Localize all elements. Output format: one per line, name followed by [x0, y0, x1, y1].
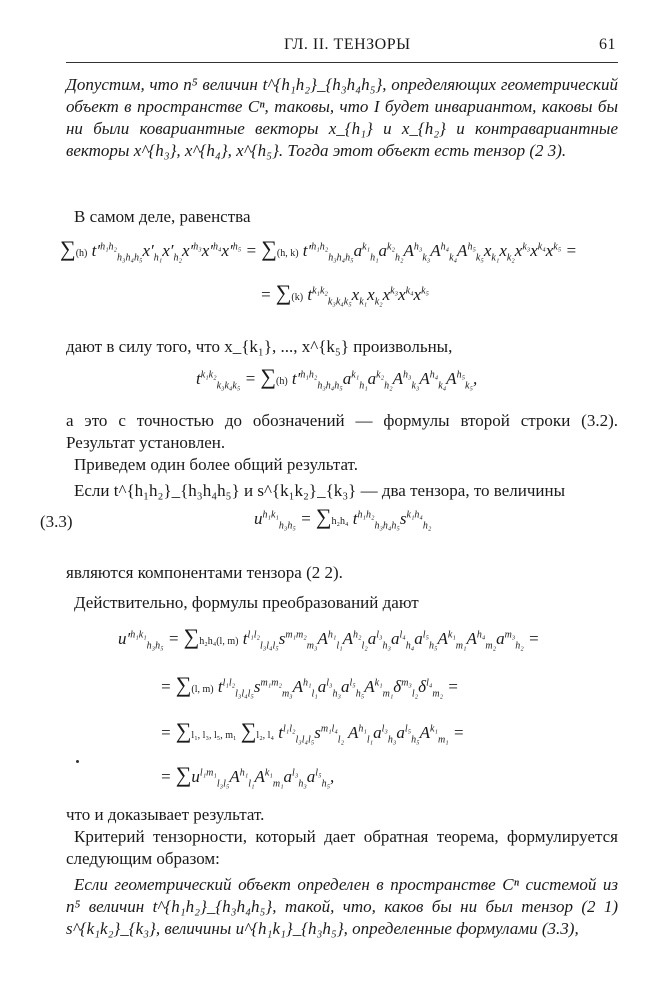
equation-b: $t^{k_1k_2}_{k_3k_4k_5} = \sum(h)$ $t'^{h_1h_2}_{h_3h_4h_5}a^{k_1}_{h_1}a^{k_2}_{h_2}A^{h_3}_{k_3}A^{h_4}_{k_4}A^{h_5}_{k_5}$,: [196, 364, 478, 392]
paragraph-8-text: Действительно, формулы преобразований дают: [74, 593, 419, 612]
equation-c-line2: = ∑(l, m) $t^{l_1l_2}_{l_3l_4l_5}s^{m_1m_2}_{m_3}A^{h_1}_{l_1}a^{l_3}_{h_3}a^{l_5}_{h_5}A^{k_1}_{m_1}\delta^{m_3}_{l_2}\delta^{l_4}_{m_2}$ =: [160, 672, 459, 700]
paragraph-5: [66, 454, 618, 476]
paragraph-2-text: В самом деле, равенства: [74, 207, 251, 226]
paragraph-11: [66, 874, 618, 940]
paragraph-10: [66, 826, 618, 870]
header-rule: [66, 62, 618, 63]
paragraph-5-text: Приведем один более общий результат.: [74, 455, 358, 474]
paragraph-8: [66, 592, 618, 614]
paragraph-6: [66, 480, 618, 502]
equation-a-line2: = ∑(k) $t^{k_1k_2}_{k_3k_4k_5}x_{k_1}x_{k_2}x^{k_3}x^{k_4}x^{k_5}$: [260, 280, 430, 308]
paragraph-3: [66, 336, 618, 358]
paragraph-1: [66, 74, 618, 162]
paragraph-6-text: Если t^{h₁h₂}_{h₃h₄h₅} и s^{k₁k₂}_{k₃} — два тензора, то величины: [74, 481, 565, 500]
equation-a-line1: ∑(h) $t'^{h_1h_2}_{h_3h_4h_5}x'_{h_1}x'_{h_2}x'^{h_3}x'^{h_4}x'^{h_5} = \sum(h$, k) $t'^{h_1h_2}_{h_3h_4h_5}a^{k_1}_{h_1}a^{k_2}_{h_2}A^{h_3}_{k_3}A^{h_4}_{k_4}A^{h_5}_{k_5}x_{k_1}x_{k_2}x^{k_3}x^{k_4}x^{k_5}$ =: [60, 236, 577, 264]
paragraph-2: [66, 206, 618, 228]
paragraph-7-text: являются компонентами тензора (2 2).: [66, 563, 343, 582]
chapter-title: ГЛ. II. ТЕНЗОРЫ: [284, 36, 411, 53]
paragraph-4-text: а это с точностью до обозначений — формулы второй строки (3.2). Результат установлен.: [66, 411, 618, 452]
equation-c-line4: = $\sum u^{l_1m_1}_{l_3l_5}A^{h_1}_{l_1}A^{k_1}_{m_1}a^{l_3}_{h_3}a^{l_5}_{h_5}$,: [160, 762, 335, 790]
paragraph-9: [66, 804, 618, 826]
paragraph-9-text: что и доказывает результат.: [66, 805, 265, 824]
equation-c-line1: $u'^{h_1k_1}_{h_3h_5} = \sum h_2h_4(l$, m) $t^{l_1l_2}_{l_3l_4l_5}s^{m_1m_2}_{m_3}A^{h_1}_{l_1}A^{h_2}_{l_2}a^{l_3}_{h_3}a^{l_4}_{h_4}a^{l_5}_{h_5}A^{k_1}_{m_1}A^{h_4}_{m_2}a^{m_3}_{h_2}$ =: [118, 624, 540, 652]
equation-number-3-3: (3.3): [40, 512, 73, 531]
equation-c-line3: = ∑l₁, l₃, l₅, m₁ ∑l₂, l₄ $t^{l_1l_2}_{l_3l_4l_5}s^{m_1l_4}_{l_2}$ $A^{h_1}_{l_1}a^{l_3}_{h_3}a^{l_5}_{h_5}A^{k_1}_{m_1}$ =: [160, 718, 465, 746]
equation-3-3: $u^{h_1k_1}_{h_3h_5} = \sum h_2h_4$ $t^{h_1h_2}_{h_3h_4h_5}s^{k_1h_4}_{h_2}$: [254, 504, 432, 532]
stray-dot: [76, 760, 79, 763]
paragraph-4: [66, 410, 618, 454]
paragraph-10-text: Критерий тензорности, который дает обратная теорема, формулируется следующим образом:: [66, 827, 618, 868]
paragraph-7: [66, 562, 618, 584]
paragraph-11-text: Если геометрический объект определен в пространстве Cⁿ системой из n⁵ величин t^{h₁h₂}_{h₃h₄h₅}, такой, что, каков бы ни был тензор (2 1) s^{k₁k₂}_{k₃}, величины u^{h₁k₁}_{h₃h₅}, определенные формулами (3.3),: [66, 875, 618, 938]
paragraph-1-text: Допустим, что n⁵ величин t^{h₁h₂}_{h₃h₄h₅}, определяющих геометрический объект в пространстве Cⁿ, таковы, что I будет инвариантом, каковы бы ни были ковариантные векторы x_{h₁} и x_{h₂} и контравариантные векторы x^{h₃}, x^{h₄}, x^{h₅}. Тогда этот объект есть тензор (2 3).: [66, 75, 618, 160]
page-number: 61: [599, 36, 616, 53]
paragraph-3-text: дают в силу того, что x_{k₁}, ..., x^{k₅} произвольны,: [66, 337, 453, 356]
